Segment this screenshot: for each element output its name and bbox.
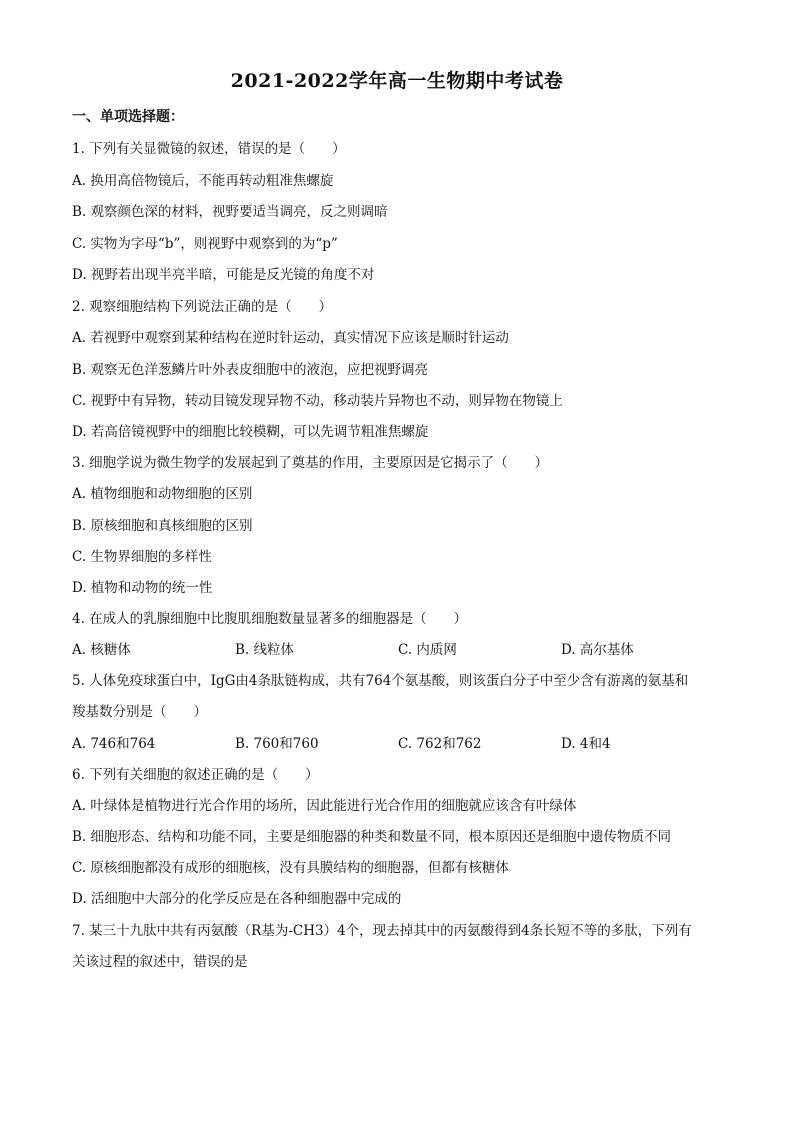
question-2-option-b: B. 观察无色洋葱鳞片叶外表皮细胞中的液泡，应把视野调亮 [72, 362, 429, 378]
question-7-stem-line-2: 关该过程的叙述中，错误的是 [72, 954, 248, 970]
question-7-stem-line-1: 7. 某三十九肽中共有丙氨酸（R基为-CH3）4个，现去掉其中的丙氨酸得到4条长短不等的多肽，下列有 [72, 923, 692, 939]
question-6-option-a: A. 叶绿体是植物进行光合作用的场所，因此能进行光合作用的细胞就应该含有叶绿体 [72, 798, 577, 814]
question-2-option-a: A. 若视野中观察到某种结构在逆时针运动，真实情况下应该是顺时针运动 [72, 330, 509, 346]
question-4-stem: 4. 在成人的乳腺细胞中比腹肌细胞数量显著多的细胞器是（ ） [72, 611, 468, 627]
question-3-option-a: A. 植物细胞和动物细胞的区别 [72, 486, 253, 502]
question-3-option-b: B. 原核细胞和真核细胞的区别 [72, 518, 253, 534]
question-5-stem-line-2: 羧基数分别是（ ） [72, 704, 207, 720]
question-2-stem: 2. 观察细胞结构下列说法正确的是（ ） [72, 299, 333, 315]
question-3-stem: 3. 细胞学说为微生物学的发展起到了奠基的作用，主要原因是它揭示了（ ） [72, 455, 549, 471]
question-3-option-d: D. 植物和动物的统一性 [72, 580, 213, 596]
question-1-option-c: C. 实物为字母“b”，则视野中观察到的为“p” [72, 236, 338, 252]
question-5-stem-line-1: 5. 人体免疫球蛋白中，IgG由4条肽链构成，共有764个氨基酸，则该蛋白分子中至少含有游离的氨基和 [72, 673, 689, 689]
question-5-option-c: C. 762和762 [398, 736, 482, 752]
question-2-option-c: C. 视野中有异物，转动目镜发现异物不动，移动装片异物也不动，则异物在物镜上 [72, 393, 563, 409]
question-4-option-b: B. 线粒体 [235, 642, 295, 658]
question-1-option-a: A. 换用高倍物镜后，不能再转动粗准焦螺旋 [72, 173, 334, 189]
question-1-stem: 1. 下列有关显微镜的叙述，错误的是（ ） [72, 141, 346, 157]
question-6-option-b: B. 细胞形态、结构和功能不同，主要是细胞器的种类和数量不同，根本原因还是细胞中遗传物质不同 [72, 829, 672, 845]
question-5-option-a: A. 746和764 [72, 736, 156, 752]
question-4-option-d: D. 高尔基体 [561, 642, 634, 658]
question-4-option-a: A. 核糖体 [72, 642, 131, 658]
question-5-option-d: D. 4和4 [561, 736, 611, 752]
question-6-stem: 6. 下列有关细胞的叙述正确的是（ ） [72, 767, 319, 783]
question-3-option-c: C. 生物界细胞的多样性 [72, 549, 212, 565]
exam-title: 2021-2022学年高一生物期中考试卷 [230, 70, 564, 92]
question-1-option-b: B. 观察颜色深的材料，视野要适当调亮，反之则调暗 [72, 204, 388, 220]
question-1-option-d: D. 视野若出现半亮半暗，可能是反光镜的角度不对 [72, 267, 375, 283]
question-2-option-d: D. 若高倍镜视野中的细胞比较模糊，可以先调节粗准焦螺旋 [72, 424, 429, 440]
question-4-option-c: C. 内质网 [398, 642, 457, 658]
question-6-option-d: D. 活细胞中大部分的化学反应是在各种细胞器中完成的 [72, 891, 402, 907]
question-5-option-b: B. 760和760 [235, 736, 319, 752]
question-6-option-c: C. 原核细胞都没有成形的细胞核，没有具膜结构的细胞器，但都有核糖体 [72, 860, 509, 876]
section-heading: 一、单项选择题： [72, 109, 184, 125]
